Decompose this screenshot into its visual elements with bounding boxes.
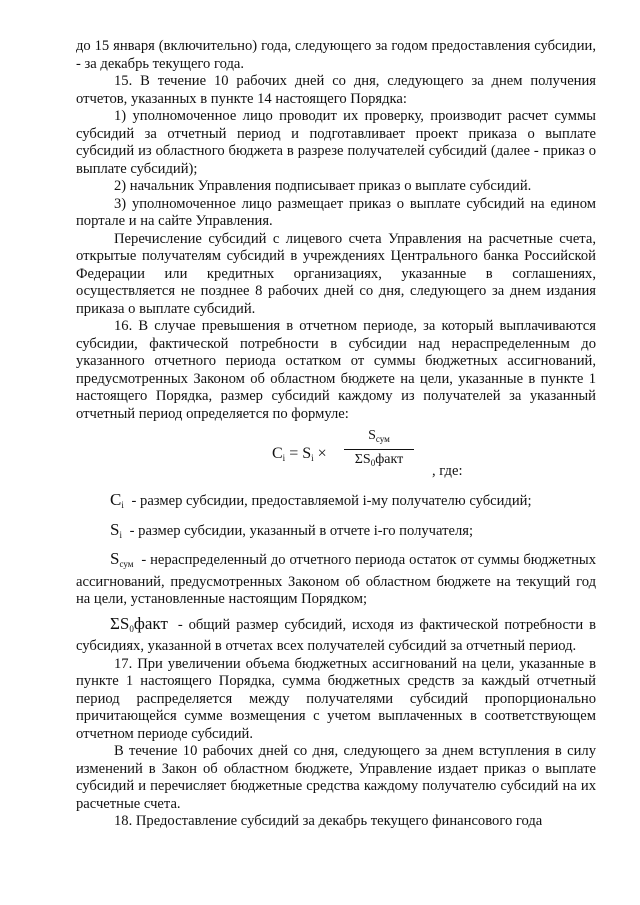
formula-where: , где: [432, 463, 463, 479]
definition-symbol-main: C [110, 490, 122, 509]
formula-num-s: S [368, 428, 376, 443]
formula-fraction [344, 427, 414, 472]
definition-symbol-sub: сум [119, 559, 134, 569]
definition-sfact [76, 615, 596, 656]
definition-symbol-sub: i [121, 500, 124, 510]
definition-symbol [110, 521, 122, 545]
document-page [76, 38, 596, 831]
paragraph-transfer: Перечисление субсидий с лицевого счета Управления на расчетные счета, открытые получателям субсидий в учреждениях Центрального банка Российской Федерации или кредитных организациях, указанные в соглашениях, осуществляется не позднее 8 рабочих дней со дня, следующего за днем издания приказа о выплате субсидий. [76, 230, 596, 317]
formula-den-tail: факт [375, 452, 404, 467]
formula-c-sub: i [282, 453, 286, 463]
definition-text: - общий размер субсидий, исходя из фактической потребности в субсидиях, указанной в отчетах всех получателей субсидий за отчетный период. [76, 616, 596, 654]
formula-fraction-bar [344, 449, 414, 450]
definition-symbol-main: S [110, 519, 120, 539]
definition-ssum [76, 550, 596, 609]
formula-lhs [272, 445, 327, 468]
definition-symbol-tail: факт [133, 613, 168, 633]
paragraph-item-17: 17. При увеличении объема бюджетных ассигнований на цели, указанные в пункте 1 настоящего Порядка, сумма бюджетных средств за каждый отчетный период распределяется между получателями субсидий пропорционально причитающейся сумме возмещения с учетом выплаченных в соответствующем отчетном периоде субсидий. [76, 655, 596, 742]
definition-symbol [110, 491, 124, 515]
definition-text: - размер субсидии, предоставляемой i-му получателю субсидий; [131, 493, 532, 509]
paragraph-item-15-2: 2) начальник Управления подписывает приказ о выплате субсидий. [114, 178, 532, 194]
definition-text: - нераспределенный до отчетного периода остаток от суммы бюджетных ассигнований, предусмотренных Законом об областном бюджете на текущий год на цели, установленные настоящим Порядком; [76, 552, 596, 607]
definition-symbol [110, 550, 133, 574]
paragraph-item-16: 16. В случае превышения в отчетном периоде, за который выплачиваются субсидии, фактической потребности в субсидии над нераспределенным до указанного отчетного периода остатком от суммы бюджетных ассигнований, предусмотренных Законом об областном бюджете на цели, указанные в пункте 1 настоящего Порядка, размер субсидий каждому из получателей за указанный отчетный период определяется по формуле: [76, 318, 596, 422]
formula-eq-s: = S [289, 445, 312, 462]
definition-symbol [110, 615, 168, 639]
definition-symbol-sub: i [119, 529, 122, 540]
definitions [76, 491, 596, 656]
paragraph-item-15-3: 3) уполномоченное лицо размещает приказ о выплате субсидий на едином портале и на сайте Управления. [76, 195, 596, 229]
definition-text: - размер субсидии, указанный в отчете i-го получателя; [129, 522, 474, 539]
paragraph-law-change: В течение 10 рабочих дней со дня, следующего за днем вступления в силу изменений в Закон об областном бюджете, Управление издает приказ о выплате субсидий и перечисляет бюджетные средства каждому получателю субсидий на их расчетные счета. [76, 743, 596, 812]
definition-symbol-sub: 0 [129, 623, 134, 634]
paragraph-item-18: 18. Предоставление субсидий за декабрь текущего финансового года [114, 813, 543, 829]
formula-numerator [344, 427, 414, 448]
formula-s-sub: i [311, 453, 314, 463]
definition-symbol-main: S [110, 549, 120, 568]
definition-ci [76, 491, 596, 515]
formula-den-sub: 0 [370, 458, 376, 468]
formula-num-sub: сум [375, 434, 390, 444]
paragraph-item-15: 15. В течение 10 рабочих дней со дня, следующего за днем получения отчетов, указанных в пункте 14 настоящего Порядка: [76, 73, 596, 107]
definition-si [76, 521, 596, 545]
paragraph-continuation: до 15 января (включительно) года, следующего за годом предоставления субсидии, - за декабрь текущего года. [76, 38, 596, 72]
formula-times: × [317, 445, 327, 462]
formula-denominator [344, 451, 414, 472]
definition-symbol-main: ΣS [110, 613, 130, 633]
paragraph-item-15-1: 1) уполномоченное лицо проводит их проверку, производит расчет суммы субсидий за отчетный период и подготавливает проект приказа о выплате субсидий из областного бюджета в разрезе получателей субсидий (далее - приказ о выплате субсидий); [76, 108, 596, 177]
formula-c: C [272, 445, 283, 462]
formula-den-s: ΣS [354, 452, 371, 467]
subsidy-formula [76, 425, 596, 485]
